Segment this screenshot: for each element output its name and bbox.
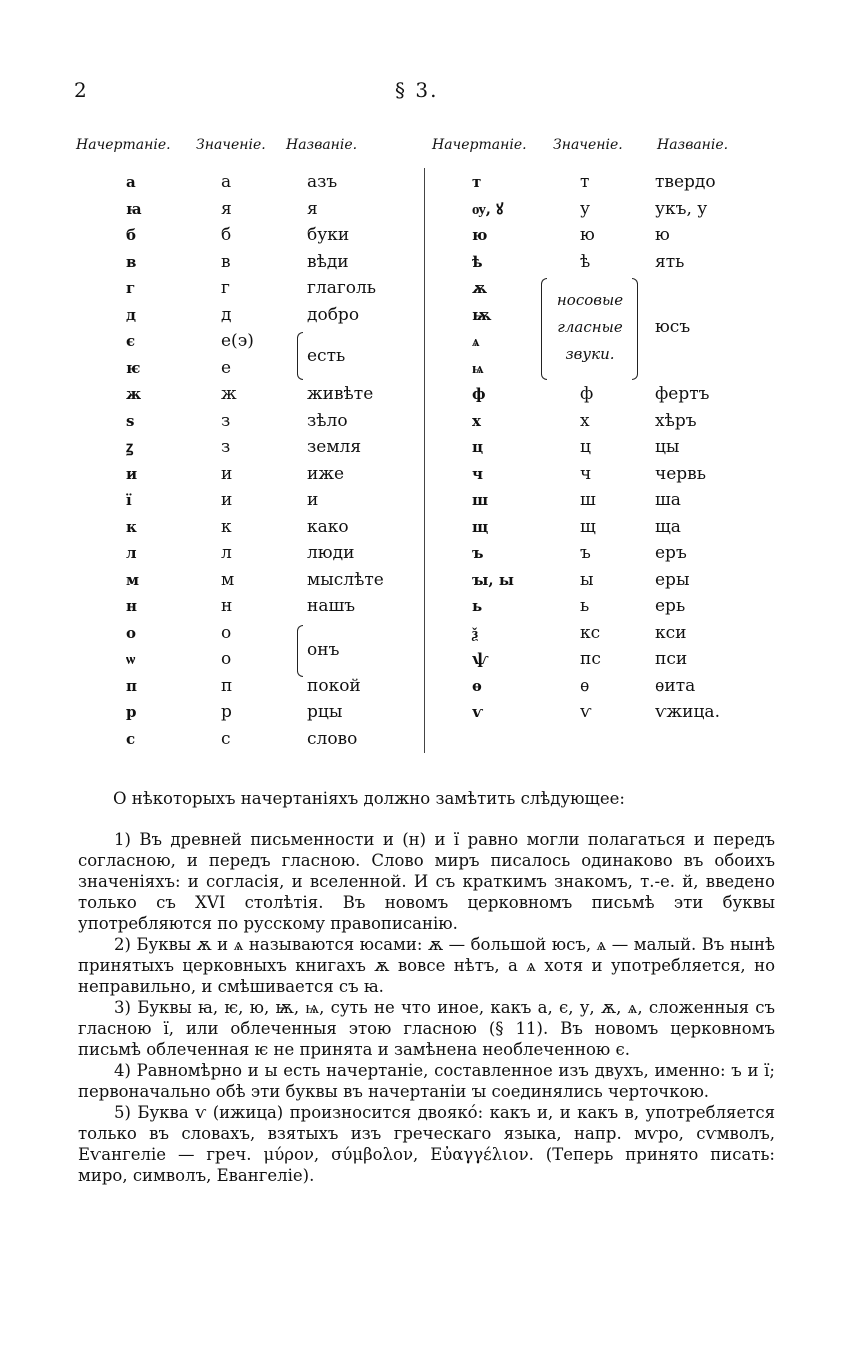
right-form: ꙑ, ы xyxy=(472,570,514,589)
right-name: ять xyxy=(655,251,685,272)
left-form: ѕ xyxy=(126,411,135,430)
left-meaning: б xyxy=(221,225,232,245)
header-form-right: Начертаніе. xyxy=(432,137,527,153)
left-meaning: е(э) xyxy=(221,331,254,351)
left-meaning: я xyxy=(221,198,232,219)
right-meaning: ц xyxy=(580,437,591,457)
left-form: п xyxy=(126,676,137,695)
header-meaning-left: Значеніе. xyxy=(196,137,266,153)
right-meaning: пс xyxy=(580,649,601,669)
left-name: иже xyxy=(307,463,345,484)
left-form: д xyxy=(126,305,136,324)
left-form: и xyxy=(126,464,138,483)
right-name: укъ, у xyxy=(655,198,708,219)
brace-est-label: есть xyxy=(307,346,346,366)
right-name: ю xyxy=(655,225,670,245)
left-meaning: и xyxy=(221,490,233,510)
left-form: ꙗ xyxy=(126,199,142,218)
right-form: щ xyxy=(472,517,489,536)
brace-est xyxy=(297,332,303,380)
intro-line: О нѣкоторыхъ начертаніяхъ должно замѣтить слѣдующее: xyxy=(113,789,625,808)
left-meaning: з xyxy=(221,410,231,431)
left-form: м xyxy=(126,570,140,589)
left-meaning: д xyxy=(221,304,232,325)
left-name: я xyxy=(307,198,318,219)
right-name: фертъ xyxy=(655,384,710,404)
left-name: покой xyxy=(307,675,361,696)
right-form: ѯ xyxy=(472,623,479,642)
right-meaning: х xyxy=(580,410,590,431)
left-meaning: о xyxy=(221,622,232,643)
right-meaning: ь xyxy=(580,596,590,616)
note-paragraph: 4) Равномѣрно и ы есть начертаніе, составленное изъ двухъ, именно: ъ и ї; первоначально обѣ эти буквы въ начертаніи ꙑ соединялись черточкою. xyxy=(78,1061,775,1101)
note-paragraph: 3) Буквы ꙗ, ѥ, ю, ѭ, ѩ, суть не что иное, какъ а, є, у, ѫ, ѧ, сложенныя съ гласною ї, или облеченныя этою гласною (§ 11). Въ новомъ церковномъ письмѣ облеченная ѥ не принята и замѣнена необлеченною є. xyxy=(78,998,775,1059)
right-form: ю xyxy=(472,226,488,244)
left-meaning: а xyxy=(221,172,232,192)
left-form: л xyxy=(126,544,137,562)
left-name: нашъ xyxy=(307,596,356,616)
right-meaning: ш xyxy=(580,490,596,510)
left-meaning: и xyxy=(221,463,233,484)
left-form: н xyxy=(126,597,137,615)
left-meaning: к xyxy=(221,516,232,537)
section-title: § 3. xyxy=(395,78,439,102)
left-form: с xyxy=(126,729,136,748)
left-name: и xyxy=(307,490,319,510)
right-meaning: ч xyxy=(580,463,592,484)
left-name: глаголь xyxy=(307,278,377,298)
left-form: ж xyxy=(126,385,142,403)
left-name: земля xyxy=(307,437,362,457)
note-paragraph: 1) Въ древней письменности и (н) и ї равно могли полагаться и передъ согласною, и передъ гласною. Слово миръ писалось одинаково въ обоихъ значеніяхъ: и согласія, и вселенной. И съ краткимъ знакомъ, т.-е. й, введено только съ XVI столѣтія. Въ новомъ церковномъ письмѣ эти буквы употребляются по русскому правописанію. xyxy=(78,830,775,933)
right-form: ъ xyxy=(472,544,484,562)
column-divider xyxy=(424,168,425,753)
nasal-note-line: звуки. xyxy=(565,345,615,363)
right-meaning: ѳ xyxy=(580,675,590,696)
right-name: червь xyxy=(655,463,707,484)
right-form: ѱ xyxy=(472,650,489,668)
left-form: к xyxy=(126,517,137,536)
left-form: г xyxy=(126,279,136,297)
right-meaning: ъ xyxy=(580,543,591,563)
left-form: ѥ xyxy=(126,358,141,377)
right-meaning: у xyxy=(580,198,591,219)
left-name: люди xyxy=(307,543,355,563)
left-form: є xyxy=(126,332,136,350)
left-meaning: м xyxy=(221,569,235,590)
right-name: хѣръ xyxy=(655,410,697,431)
brace-on-label: онъ xyxy=(307,640,340,660)
left-meaning: о xyxy=(221,649,232,669)
right-meaning: т xyxy=(580,172,590,192)
right-form: ѫ xyxy=(472,279,488,297)
header-name-left: Названіе. xyxy=(286,137,358,153)
left-name: рцы xyxy=(307,702,343,722)
right-form: ц xyxy=(472,438,484,456)
right-name: ща xyxy=(655,516,681,537)
right-meaning: ѣ xyxy=(580,251,591,272)
left-form: в xyxy=(126,252,137,271)
left-name: зѣло xyxy=(307,410,348,431)
right-name: еры xyxy=(655,569,690,590)
right-meaning: ѵ xyxy=(580,702,592,722)
left-name: азъ xyxy=(307,172,338,192)
right-form: ф xyxy=(472,385,486,403)
right-meaning: щ xyxy=(580,516,596,537)
right-name: пси xyxy=(655,649,688,669)
right-name: ерь xyxy=(655,596,686,616)
left-meaning: е xyxy=(221,357,232,378)
note-paragraph: 2) Буквы ѫ и ѧ называются юсами: ѫ — большой юсъ, ѧ — малый. Въ нынѣ принятыхъ церковныхъ книгахъ ѫ вовсе нѣтъ, а ѧ хотя и употребляется, но неправильно, и смѣшивается съ ꙗ. xyxy=(78,935,775,996)
nasal-note-line: гласные xyxy=(557,318,623,336)
header-name-right: Названіе. xyxy=(657,137,729,153)
right-meaning: ф xyxy=(580,384,594,404)
left-meaning: в xyxy=(221,251,231,272)
left-form: б xyxy=(126,226,137,244)
nasal-brace-right xyxy=(632,278,638,380)
right-name: твердо xyxy=(655,172,716,192)
right-meaning: ы xyxy=(580,569,594,590)
left-form: ѡ xyxy=(126,650,136,668)
right-form: ѹ, ꙋ xyxy=(472,199,504,218)
notes xyxy=(78,829,775,1186)
right-name: кси xyxy=(655,622,687,643)
left-meaning: з xyxy=(221,437,231,457)
right-form: ѧ xyxy=(472,332,480,350)
brace-on xyxy=(297,625,303,677)
left-meaning: н xyxy=(221,596,233,616)
right-meaning: кс xyxy=(580,622,601,643)
right-name: цы xyxy=(655,437,680,457)
right-form: ѵ xyxy=(472,703,484,721)
right-name: ша xyxy=(655,490,681,510)
right-form: ѳ xyxy=(472,676,482,695)
nasal-brace-left xyxy=(541,278,547,380)
right-form: ь xyxy=(472,597,483,615)
right-meaning: ю xyxy=(580,225,595,245)
right-name: еръ xyxy=(655,543,687,563)
left-name: вѣди xyxy=(307,251,349,272)
left-name: добро xyxy=(307,304,360,325)
right-form: ч xyxy=(472,464,483,483)
note-paragraph: 5) Буква ѵ (ижица) произносится двоякó: какъ и, и какъ в, употребляется только въ словахъ, взятыхъ изъ греческаго языка, напр. мѵро, сѵмволъ, Еѵангеліе — греч. μύρον, σύμβολον, Εὐαγγέλιον. (Теперь принято писать: миро, символъ, Евангеліе). xyxy=(78,1103,775,1185)
left-form: ꙁ xyxy=(126,438,134,456)
left-meaning: л xyxy=(221,543,232,563)
left-name: како xyxy=(307,516,349,537)
nasal-note-line: носовые xyxy=(556,291,624,309)
left-name: буки xyxy=(307,225,350,245)
left-form: ї xyxy=(126,491,132,509)
right-name: ѳита xyxy=(655,675,696,696)
right-form: ѩ xyxy=(472,358,484,377)
nasal-note xyxy=(548,287,632,368)
header-meaning-right: Значеніе. xyxy=(553,137,623,153)
left-meaning: п xyxy=(221,675,233,696)
left-meaning: г xyxy=(221,278,230,298)
nasal-name: юсъ xyxy=(655,317,691,337)
left-form: о xyxy=(126,623,137,642)
right-form: т xyxy=(472,173,482,191)
left-form: а xyxy=(126,173,136,191)
right-name: ѵжица. xyxy=(655,702,720,722)
left-form: р xyxy=(126,703,137,721)
right-form: х xyxy=(472,411,481,430)
right-form: ѣ xyxy=(472,252,483,271)
left-meaning: ж xyxy=(221,384,237,404)
right-form: ѭ xyxy=(472,305,492,324)
left-name: живѣте xyxy=(307,384,374,404)
left-meaning: с xyxy=(221,728,231,749)
right-form: ш xyxy=(472,491,489,509)
left-name: мыслѣте xyxy=(307,569,384,590)
header-form-left: Начертаніе. xyxy=(76,137,171,153)
left-name: слово xyxy=(307,728,358,749)
page-number: 2 xyxy=(74,78,87,102)
left-meaning: р xyxy=(221,702,232,722)
